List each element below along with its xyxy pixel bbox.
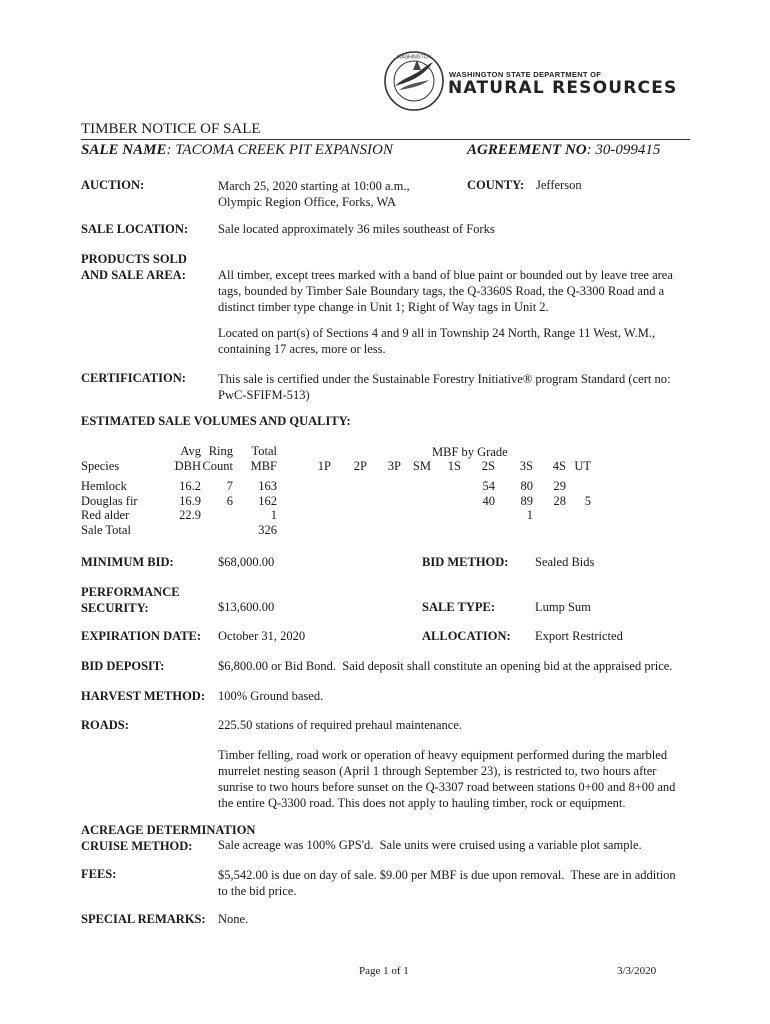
col-2p-header: 2P [353, 458, 367, 473]
grade-ut-cell [566, 479, 591, 494]
col-2s-header: 2S [481, 458, 495, 473]
sale-location-value: Sale located approximately 36 miles southeast of Forks [218, 222, 495, 236]
grade-3p-cell [367, 494, 401, 509]
performance-value: $13,600.00 [218, 600, 275, 614]
grade-3s-cell: 1 [526, 508, 533, 522]
col-ring-header: Ring [208, 444, 233, 458]
grade-2s-cell [461, 508, 495, 523]
svg-text:WASHINGTON: WASHINGTON [396, 54, 432, 61]
fees-label: FEES: [81, 867, 117, 881]
certification-label: CERTIFICATION: [81, 371, 186, 385]
county-value: Jefferson [536, 178, 582, 192]
document-date: 3/3/2020 [617, 965, 657, 977]
grade-3p-cell [367, 508, 401, 523]
sale-location-label: SALE LOCATION: [81, 222, 189, 236]
certification-line-1: This sale is certified under the Sustainable Forestry Initiative® program Standard (cert no: [218, 372, 671, 386]
volumes-heading: ESTIMATED SALE VOLUMES AND QUALITY: [81, 414, 351, 428]
products-paragraph-2 [218, 325, 655, 357]
grade-3p-cell [367, 479, 401, 494]
auction-value [218, 178, 410, 210]
department-name: NATURAL RESOURCES [448, 78, 678, 98]
performance-label-line-1: PERFORMANCE [81, 585, 180, 599]
species-cell: Douglas fir [81, 493, 138, 508]
sale-type-label: SALE TYPE: [422, 600, 496, 614]
grade-4s-cell [533, 508, 566, 523]
grade-sm-cell [401, 508, 431, 523]
sale-name-line: SALE NAME: TACOMA CREEK PIT EXPANSION [81, 142, 393, 158]
grade-2s-cell: 54 [482, 479, 495, 493]
auction-line-1: March 25, 2020 starting at 10:00 a.m., [218, 179, 410, 193]
products-p2-line-1: Located on part(s) of Sections 4 and 9 all in Township 24 North, Range 11 West, W.M., [218, 326, 656, 340]
performance-label [81, 584, 180, 616]
col-ut-header: UT [574, 458, 591, 473]
dbh-cell: 16.2 [179, 479, 201, 493]
products-p1-line-1: All timber, except trees marked with a band of blue paint or bounded out by leave tree area [218, 268, 673, 282]
col-mbf-header: MBF [250, 458, 277, 473]
bid-deposit-value: $6,800.00 or Bid Bond. Said deposit shall constitute an opening bid at the appraised price. [218, 659, 673, 673]
grade-sm-cell [401, 494, 431, 509]
grade-2p-cell [331, 494, 367, 509]
grade-3s-cell: 89 [520, 493, 533, 508]
roads-p2-line-3: sunrise to two hours before sunset on the Q-3307 road between stations 0+00 and 8+00 and [218, 780, 676, 794]
products-label [81, 251, 187, 283]
table-row [81, 508, 591, 523]
col-avg-header: Avg [180, 444, 201, 458]
grade-2p-cell [331, 508, 367, 523]
products-p1-line-3: distinct timber type change in Unit 1; Right of Way tags in Unit 2. [218, 300, 549, 314]
table-row [81, 479, 591, 494]
agreement-label: AGREEMENT NO [467, 142, 587, 158]
fees-value [218, 867, 676, 899]
roads-label: ROADS: [81, 718, 129, 732]
grade-3s-cell: 80 [520, 479, 533, 493]
volumes-table [81, 444, 591, 537]
species-cell: Hemlock [81, 479, 127, 493]
col-sm-header: SM [412, 458, 431, 473]
col-dbh-header: DBH [174, 458, 201, 473]
dnr-seal-icon [383, 50, 445, 112]
certification-value [218, 371, 670, 403]
expiration-label: EXPIRATION DATE: [81, 629, 202, 643]
dbh-cell: 22.9 [179, 508, 201, 522]
grade-1s-cell [431, 508, 461, 523]
grade-4s-cell: 29 [553, 479, 566, 493]
bid-method-label: BID METHOD: [422, 555, 509, 569]
sale-name-label: SALE NAME [81, 142, 167, 158]
allocation-value: Export Restricted [535, 629, 623, 643]
page-number: Page 1 of 1 [359, 965, 409, 977]
dnr-seal-logo [383, 50, 445, 112]
special-remarks-label: SPECIAL REMARKS: [81, 912, 206, 926]
grade-2s-cell: 40 [482, 493, 495, 508]
grade-ut-cell: 5 [584, 493, 591, 508]
minimum-bid-value: $68,000.00 [218, 555, 275, 569]
grade-1s-cell [431, 494, 461, 509]
col-1p-header: 1P [317, 458, 331, 473]
grade-1s-cell [431, 479, 461, 494]
harvest-method-value: 100% Ground based. [218, 689, 324, 703]
roads-p2-line-1: Timber felling, road work or operation of heavy equipment performed during the marbled [218, 748, 668, 762]
ring-cell: 7 [226, 479, 233, 493]
volumes-header-row [81, 459, 591, 474]
products-p1-line-2: tags, bounded by Timber Sale Boundary tags, the Q-3360S Road, the Q-3300 Road and a [218, 284, 665, 298]
total-cell: 1 [270, 508, 277, 522]
page-title: TIMBER NOTICE OF SALE [81, 121, 261, 137]
products-label-line-1: PRODUCTS SOLD [81, 252, 187, 266]
col-3s-header: 3S [519, 458, 533, 473]
special-remarks-value: None. [218, 912, 249, 926]
dbh-cell: 16.9 [179, 493, 201, 508]
col-total-header: Total [251, 444, 277, 458]
auction-line-2: Olympic Region Office, Forks, WA [218, 195, 396, 209]
table-row [81, 494, 591, 509]
col-species-header: Species [81, 458, 120, 473]
grade-2p-cell [331, 479, 367, 494]
expiration-value: October 31, 2020 [218, 629, 306, 643]
mbf-by-grade-label: MBF by Grade [432, 445, 508, 459]
fees-line-1: $5,542.00 is due on day of sale. $9.00 per MBF is due upon removal. These are in addition [218, 868, 676, 882]
acreage-value: Sale acreage was 100% GPS'd. Sale units were cruised using a variable plot sample. [218, 838, 642, 852]
total-cell: 162 [258, 493, 277, 508]
sale-total-label: Sale Total [81, 522, 131, 537]
county-label: COUNTY: [467, 178, 525, 192]
total-cell: 163 [258, 479, 277, 493]
performance-label-line-2: SECURITY: [81, 601, 149, 615]
products-label-line-2: AND SALE AREA: [81, 268, 186, 282]
acreage-label-line-1: ACREAGE DETERMINATION [81, 823, 256, 837]
roads-paragraph-1: 225.50 stations of required prehaul maintenance. [218, 718, 463, 732]
ring-cell [201, 508, 233, 523]
bid-method-value: Sealed Bids [535, 555, 595, 569]
col-4s-header: 4S [552, 458, 566, 473]
table-total-row [81, 523, 591, 538]
ring-cell: 6 [226, 493, 233, 508]
grade-4s-cell: 28 [553, 493, 566, 508]
sale-name-value: TACOMA CREEK PIT EXPANSION [175, 142, 393, 158]
products-p2-line-2: containing 17 acres, more or less. [218, 342, 386, 356]
grade-1p-cell [277, 508, 331, 523]
products-paragraph-1 [218, 267, 673, 315]
bid-deposit-label: BID DEPOSIT: [81, 659, 165, 673]
title-divider [81, 139, 690, 140]
roads-p2-line-4: the entire Q-3300 road. This does not apply to hauling timber, rock or equipment. [218, 796, 626, 810]
grade-ut-cell [566, 508, 591, 523]
col-3p-header: 3P [387, 458, 401, 473]
harvest-method-label: HARVEST METHOD: [81, 689, 205, 703]
allocation-label: ALLOCATION: [422, 629, 511, 643]
grade-1p-cell [277, 479, 331, 494]
grade-sm-cell [401, 479, 431, 494]
minimum-bid-label: MINIMUM BID: [81, 555, 174, 569]
department-line: WASHINGTON STATE DEPARTMENT OF [449, 70, 602, 79]
roads-p2-line-2: murrelet nesting season (April 1 through September 23), is restricted to, two hours after [218, 764, 657, 778]
sale-type-value: Lump Sum [535, 600, 591, 614]
fees-line-2: to the bid price. [218, 884, 297, 898]
species-cell: Red alder [81, 508, 130, 522]
agreement-value: 30-099415 [595, 142, 661, 158]
volumes-header-row-top [81, 444, 591, 459]
auction-label: AUCTION: [81, 178, 145, 192]
col-count-header: Count [202, 458, 233, 473]
certification-line-2: PwC-SFIFM-513) [218, 388, 310, 402]
col-1s-header: 1S [447, 458, 461, 473]
sale-total-value: 326 [258, 522, 277, 537]
grade-1p-cell [277, 494, 331, 509]
cruise-method-label: CRUISE METHOD: [81, 839, 193, 853]
roads-paragraph-2 [218, 747, 675, 811]
agreement-line: AGREEMENT NO: 30-099415 [467, 142, 661, 158]
